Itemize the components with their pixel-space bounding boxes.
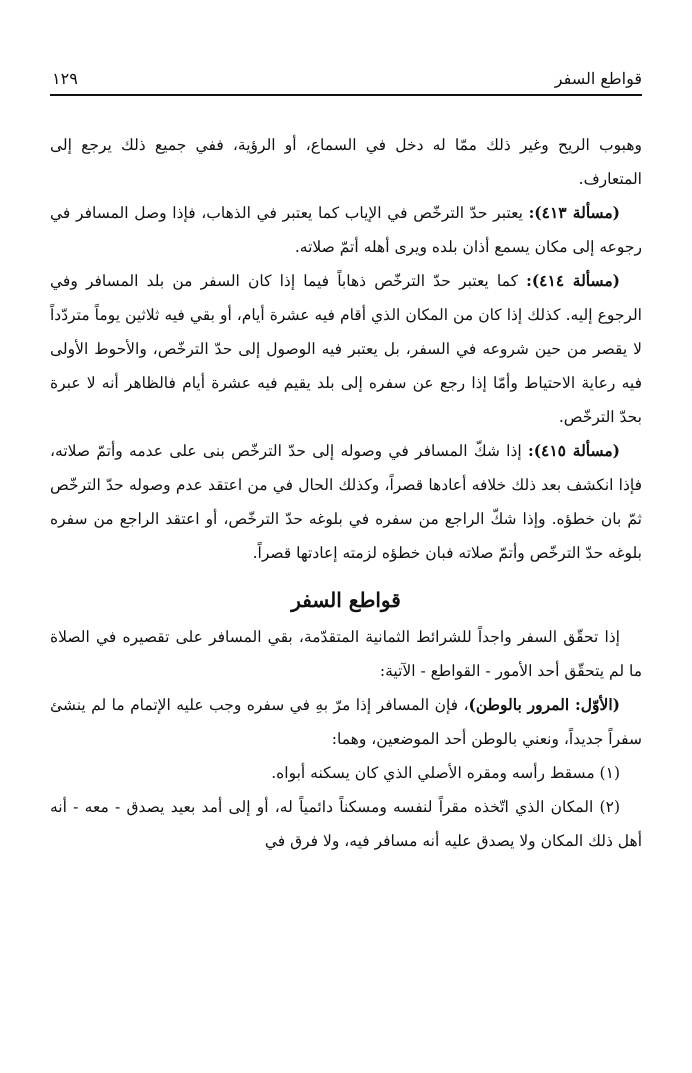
paragraph-text: ، فإن المسافر إذا مرّ بهِ في سفره وجب عليه الإتمام ما لم ينشئ سفراً جديداً، ونعني بالوطن أحد الموضعين، وهما: — [50, 696, 642, 748]
paragraph-text: يعتبر حدّ الترخّص في الإياب كما يعتبر في الذهاب، فإذا وصل المسافر في رجوعه إلى مكان يسمع أذان بلده ويرى أهله أتمّ صلاته. — [50, 204, 642, 256]
list-item-2 — [50, 790, 642, 858]
paragraph-text: (٢) المكان الذي اتّخذه مقراً لنفسه ومسكناً دائمياً له، أو إلى أمد بعيد يصدق - معه - أنه أهل ذلك المكان ولا يصدق عليه أنه مسافر فيه، ولا فرق في — [50, 798, 642, 850]
issue-label: (مسألة ٤١٤): — [526, 271, 620, 290]
paragraph-text: (١) مسقط رأسه ومقره الأصلي الذي كان يسكنه أبواه. — [271, 764, 620, 782]
issue-label: (مسألة ٤١٣): — [528, 203, 620, 222]
page-number: ١٢٩ — [52, 69, 78, 88]
breaker-label: (الأوّل: المرور بالوطن) — [468, 695, 620, 714]
paragraph-text: كما يعتبر حدّ الترخّص ذهاباً فيما إذا كان السفر من بلد المسافر وفي الرجوع إليه. كذلك إذا كان من المكان الذي أقام فيه عشرة أيام، أو بقي فيه ثلاثين يوماً متردّداً لا يقصر من حين شروعه في السفر، بل يعتبر فيه الوصول إلى حدّ الترخّص، والأحوط الأولى فيه رعاية الاحتياط وأمّا إذا رجع عن سفره إلى بلد يقيم فيه عشرة أيام فالظاهر أنه لا عبرة بحدّ الترخّص. — [50, 272, 642, 426]
paragraph-continuation — [50, 128, 642, 196]
header-rule — [50, 94, 642, 96]
body-text — [50, 128, 642, 858]
paragraph-intro — [50, 620, 642, 688]
running-title: قواطع السفر — [554, 69, 642, 88]
section-title: قواطع السفر — [291, 588, 401, 612]
issue-label: (مسألة ٤١٥): — [527, 441, 620, 460]
paragraph-text: إذا تحقّق السفر واجداً للشرائط الثمانية المتقدّمة، بقي المسافر على تقصيره في الصلاة ما لم يتحقّق أحد الأمور - القواطع - الآتية: — [50, 628, 642, 680]
paragraph-text: إذا شكّ المسافر في وصوله إلى حدّ الترخّص بنى على عدمه وأتمّ صلاته، فإذا انكشف بعد ذلك خلافه أعادها قصراً، وكذلك الحال في من اعتقد عدم وصوله حدّ الترخّص ثمّ بان خطؤه. وإذا شكّ الراجع من سفره في بلوغه حدّ الترخّص، أو اعتقد الراجع من سفره بلوغه حدّ الترخّص وأتمّ صلاته فبان خطؤه لزمته إعادتها قصراً. — [50, 442, 642, 562]
paragraph-issue-415 — [50, 434, 642, 570]
paragraph-issue-414 — [50, 264, 642, 434]
paragraph-text: وهبوب الريح وغير ذلك ممّا له دخل في السماع، أو الرؤية، ففي جميع ذلك يرجع إلى المتعارف. — [50, 136, 642, 188]
paragraph-first-breaker — [50, 688, 642, 756]
paragraph-issue-413 — [50, 196, 642, 264]
page-header — [50, 66, 642, 92]
book-page — [50, 0, 642, 1073]
list-item-1 — [50, 756, 642, 790]
